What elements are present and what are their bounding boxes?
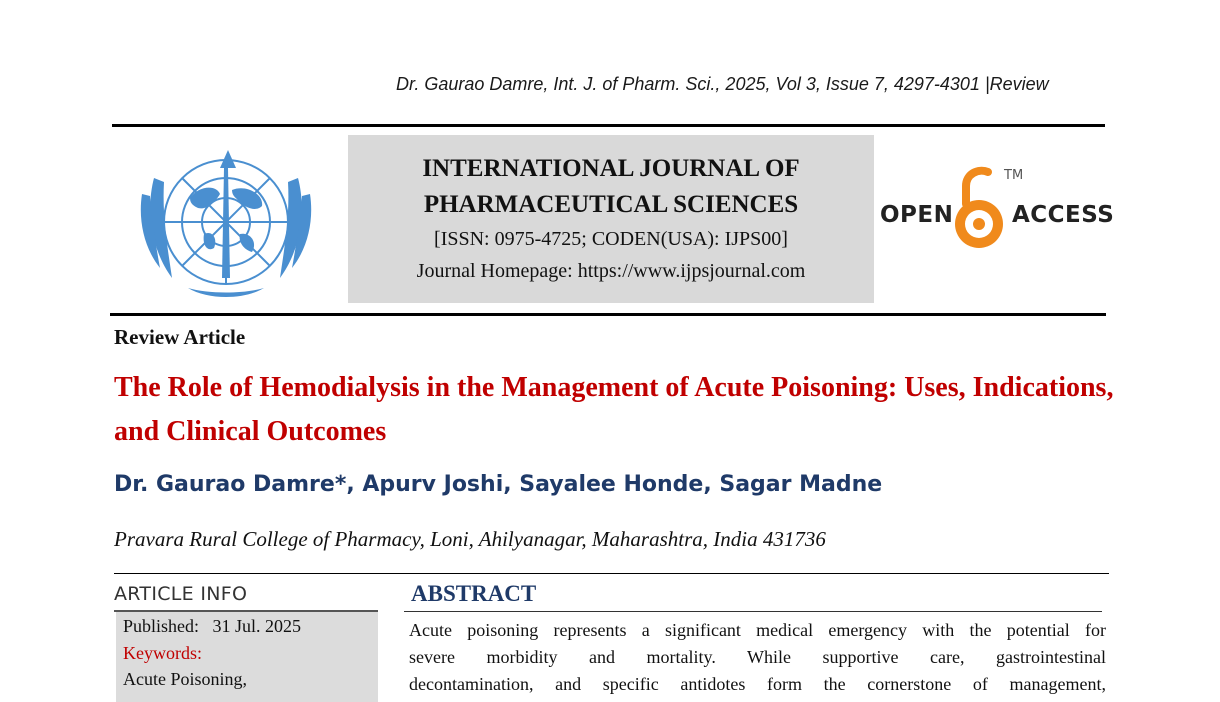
article-info-heading: ARTICLE INFO	[114, 583, 248, 605]
article-type-label: Review Article	[114, 325, 246, 349]
article-title: The Role of Hemodialysis in the Management of Acute Poisoning: Uses, Indications, and Clinical Outcomes	[114, 372, 1114, 447]
abstract-line: Acute poisoning represents a significant medical emergency with the potential for	[409, 620, 1106, 640]
abstract-heading: ABSTRACT	[411, 581, 537, 606]
open-access-lock-icon	[954, 164, 1004, 254]
author-list: Dr. Gaurao Damre*, Apurv Joshi, Sayalee Honde, Sagar Madne	[114, 472, 883, 497]
journal-title-line-1: INTERNATIONAL JOURNAL OF	[422, 155, 800, 182]
author-affiliation: Pravara Rural College of Pharmacy, Loni, Ahilyanagar, Maharashtra, India 431736	[114, 527, 826, 551]
open-access-access-word: ACCESS	[1012, 202, 1115, 228]
header-top-rule	[112, 124, 1105, 127]
open-access-open-word: OPEN	[880, 202, 954, 228]
abstract-line: decontamination, and specific antidotes form the cornerstone of management,	[409, 674, 1106, 694]
un-emblem-logo	[128, 138, 324, 306]
keywords-label: Keywords:	[123, 643, 202, 663]
abstract-heading-rule	[404, 611, 1102, 612]
journal-homepage: Journal Homepage: https://www.ijpsjournal.com	[416, 260, 806, 282]
running-citation: Dr. Gaurao Damre, Int. J. of Pharm. Sci., 2025, Vol 3, Issue 7, 4297-4301 |Review	[396, 74, 1049, 94]
published-row	[123, 616, 301, 637]
journal-issn: [ISSN: 0975-4725; CODEN(USA): IJPS00]	[434, 228, 788, 250]
keyword-item: Acute Poisoning,	[123, 669, 247, 689]
published-date: 31 Jul. 2025	[212, 616, 302, 636]
abstract-body	[409, 617, 1106, 698]
published-label: Published:	[123, 616, 200, 636]
journal-title-box	[348, 135, 874, 303]
header-bottom-rule	[110, 313, 1106, 316]
section-divider-rule	[114, 573, 1109, 574]
abstract-line: severe morbidity and mortality. While supportive care, gastrointestinal	[409, 647, 1106, 667]
article-info-box	[116, 612, 378, 702]
trademark-mark: TM	[1004, 168, 1024, 183]
open-access-logo	[878, 160, 1115, 255]
journal-title-line-2: PHARMACEUTICAL SCIENCES	[423, 191, 799, 218]
